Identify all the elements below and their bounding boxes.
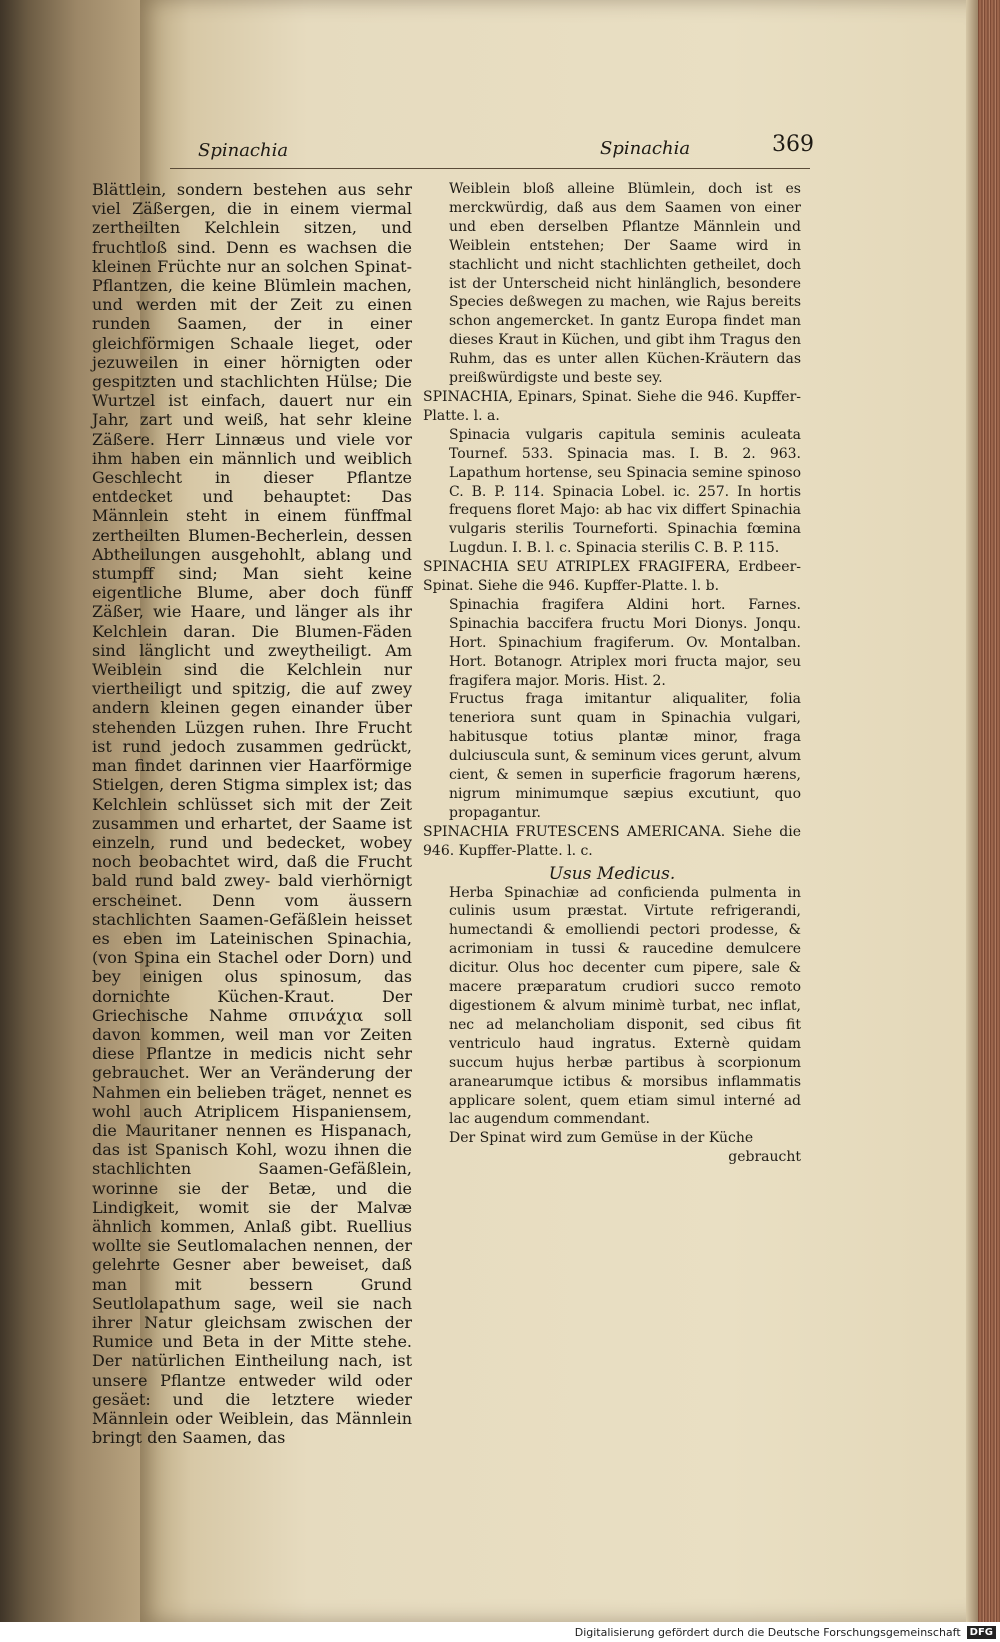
page-number: 369 [772,132,814,157]
paragraph-continuation: Weiblein bloß alleine Blümlein, doch ist es merckwürdig, daß aus dem Saamen von einer und eben derselben Pflantze Männlein und Weiblein entstehen; Der Saame wird in stachlicht und nicht stachlichten getheilet, doch ist der Unterscheid nicht hinlänglich, besondere Species deßwegen zu machen, wie Rajus bereits schon angemercket. In gantz Europa findet man dieses Kraut in Küchen, und gibt ihm Tragus den Ruhm, das es unter allen Küchen-Kräutern das preißwürdigste und beste sey. [449,181,801,387]
entry-heading-spinachia: SPINACHIA, Epinars, Spinat. Siehe die 946. Kupffer-Platte. l. a. [423,388,801,424]
entry-heading-frutescens: SPINACHIA FRUTESCENS AMERICANA. Siehe die 946. Kupffer-Platte. l. c. [423,823,801,859]
book-edge [978,0,1000,1622]
usus-medicus-body: Herba Spinachiæ ad conficienda pulmenta in culinis usum præstat. Virtute refrigerandi, humectandi & emolliendi pectori prodesse, & acrimoniam in tussi & raucedine demulcere dicitur. Olus hoc decenter cum pipere, sale & macere præparatum crudiori succo remoto digestionem & alvum minimè turbat, nec inflat, nec ad melancholiam disponit, sed cibus fit ventriculo haud ingratus. Externè quidam succum hujus herbæ partibus à scorpionum aranearumque ictibus & morsibus inflammatis applicare solent, quem etiam simul interné ad lac augendum commendant. [449,884,801,1128]
right-column [423,180,801,1167]
entry-body-fragifera: Spinachia fragifera Aldini hort. Farnes. Spinachia baccifera fructu Mori Dionys. Jonqu. Hort. Spinachium fragiferum. Ov. Montalban. Hort. Botanogr. Atriplex mori fructa major, seu fragifera major. Moris. Hist. 2. [449,596,801,689]
entry-body-fragifera-fructus: Fructus fraga imitantur aliqualiter, folia teneriora sunt quam in Spinachia vulgari, habitusque totius plantæ minor, fraga dulciuscula sunt, & seminum vices gerunt, alvum cient, & semen in superficie fragorum hærens, nigrum minimumque sæpius excutiunt, quo propagantur. [449,691,801,821]
digitization-footer [0,1622,1000,1642]
footer-text: Digitalisierung gefördert durch die Deutsche Forschungsgemeinschaft [574,1625,961,1639]
left-column-text: Blättlein, sondern bestehen aus sehr viel Zäßergen, die in einem viermal zertheilten Kelchlein sitzen, und fruchtloß sind. Denn es wachsen die kleinen Früchte nur an solchen Spinat-Pflantzen, die keine Blümlein machen, und werden mit der Zeit zu einen runden Saamen, der in einer gleichförmigen Schaale lieget, oder jezuweilen in einer hörnigten oder gespitzten und stachlichten Hülse; Die Wurtzel ist einfach, dauert nur ein Jahr, zart und weiß, hat sehr kleine Zäßere. Herr Linnæus und viele vor ihm haben ein männlich und weiblich Geschlecht in dieser Pflantze entdecket und behauptet: Das Männlein steht in einem fünffmal zertheilten Blumen-Becherlein, dessen Abtheilungen ausgehohlt, ablang und stumpff sind; Man sieht keine eigentliche Blume, aber doch fünff Zäßer, wie Haare, und länger als ihr Kelchlein daran. Die Blumen-Fäden sind länglicht und zweytheiligt. Am Weiblein sind die Kelchlein nur viertheiligt und spitzig, die auf zwey andern kleinen gegen einander über stehenden Lüzgen ruhen. Ihre Frucht ist rund jedoch zusammen gedrückt, man findet darinnen vier Haarförmige Stielgen, deren Stigma simplex ist; das Kelchlein schlüsset sich mit der Zeit zusammen und erhartet, der Saame ist einzeln, rund und bedecket, wobey noch beobachtet wird, daß die Frucht bald rund bald zwey- bald vierhörnigt erscheinet. Denn vom äussern stachlichten Saamen-Gefäßlein heisset es eben im Lateinischen Spinachia, (von Spina ein Stachel oder Dorn) und bey einigen olus spinosum, das dornichte Küchen-Kraut. Der Griechische Nahme σπινάχια soll davon kommen, weil man vor Zeiten diese Pflantze in medicis nicht sehr gebrauchet. Wer an Veränderung der Nahmen ein belieben träget, nennet es wohl auch Atriplicem Hispaniensem, die Mauritaner nennen es Hispanach, das ist Spanisch Kohl, wozu ihnen die stachlichten Saamen-Gefäßlein, worinne sie der Betæ, und die Lindigkeit, womit sie der Malvæ ähnlich kommen, Anlaß gibt. Ruellius wollte sie Seutlomalachen nennen, der gelehrte Gesner aber beweiset, daß man mit bessern Grund Seutlolapathum sage, weil sie nach ihrer Natur gleichsam zwischen der Rumice und Beta in der Mitte stehe. Der natürlichen Eintheilung nach, ist unsere Pflantze entweder wild oder gesäet: und die letztere wieder Männlein oder Weiblein, das Männlein bringt den Saamen, das [92,180,412,1448]
header-rule [170,168,810,169]
closing-line: Der Spinat wird zum Gemüse in der Küche [449,1130,754,1147]
entry-body-spinachia: Spinacia vulgaris capitula seminis aculeata Tournef. 533. Spinacia mas. I. B. 2. 963. Lapathum hortense, seu Spinacia semine spinoso C. B. P. 114. Spinacia Lobel. ic. 257. In hortis frequens floret Majo: ab hac vix differt Spinachia vulgaris sterilis Tourneforti. Spinachia fœmina Lugdun. I. B. l. c. Spinacia sterilis C. B. P. 115. [449,426,801,557]
usus-medicus-heading: Usus Medicus. [548,863,676,884]
entry-heading-fragifera: SPINACHIA SEU ATRIPLEX FRAGIFERA, Erdbeer-Spinat. Siehe die 946. Kupffer-Platte. l. b. [423,559,801,595]
left-column [92,180,412,1447]
catchword: gebraucht [728,1149,801,1166]
running-head-center: Spinachia [600,138,691,159]
page-stack [966,0,978,1622]
running-head-left: Spinachia [198,140,289,161]
dfg-logo: DFG [967,1626,996,1639]
